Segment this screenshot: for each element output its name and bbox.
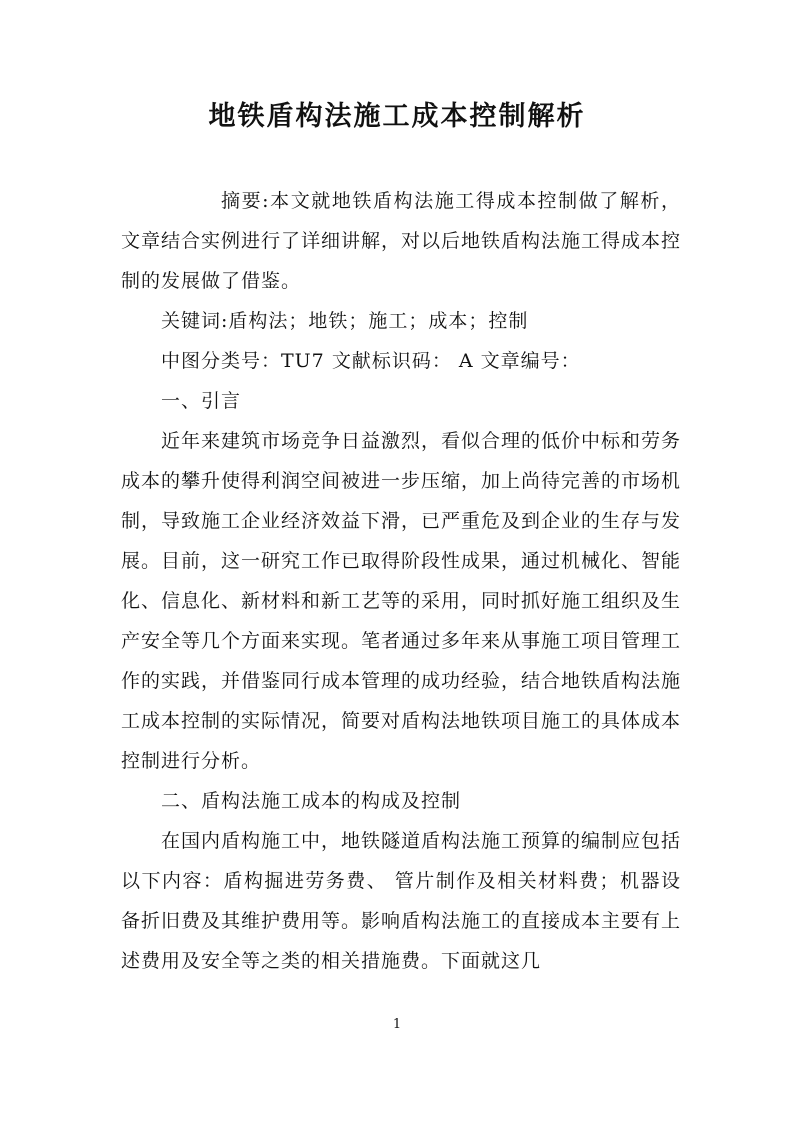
keywords-line: 关键词:盾构法；地铁；施工；成本；控制 [161,310,529,332]
page-number: 1 [392,1017,402,1032]
cost-structure-paragraph: 在国内盾构施工中，地铁隧道盾构法施工预算的编制应包括以下内容：盾构掘进劳务费、 管片制作及相关材料费；机器设备折旧费及其维护费用等。影响盾构法施工的直接成本主要有上述费用及安全等之类的相关措施费。下面就这几 [121,830,682,972]
section-heading-cost-structure: 二、盾构法施工成本的构成及控制 [161,790,462,812]
document-body [121,181,681,981]
introduction-paragraph: 近年来建筑市场竞争日益激烈，看似合理的低价中标和劳务成本的攀升使得利润空间被进一步压缩，加上尚待完善的市场机制，导致施工企业经济效益下滑，已严重危及到企业的生存与发展。目前，这一研究工作已取得阶段性成果，通过机械化、智能化、信息化、新材料和新工艺等的采用，同时抓好施工组织及生产安全等几个方面来实现。笔者通过多年来从事施工项目管理工作的实践，并借鉴同行成本管理的成功经验，结合地铁盾构法施工成本控制的实际情况，简要对盾构法地铁项目施工的具体成本控制进行分析。 [121,430,682,772]
document-title: 地铁盾构法施工成本控制解析 [208,101,586,132]
abstract-paragraph: 摘要:本文就地铁盾构法施工得成本控制做了解析，文章结合实例进行了详细讲解，对以后地铁盾构法施工得成本控制的发展做了借鉴。 [121,190,682,292]
classification-line: 中图分类号：TU7 文献标识码： A 文章编号： [161,350,581,372]
section-heading-introduction: 一、引言 [161,390,242,412]
